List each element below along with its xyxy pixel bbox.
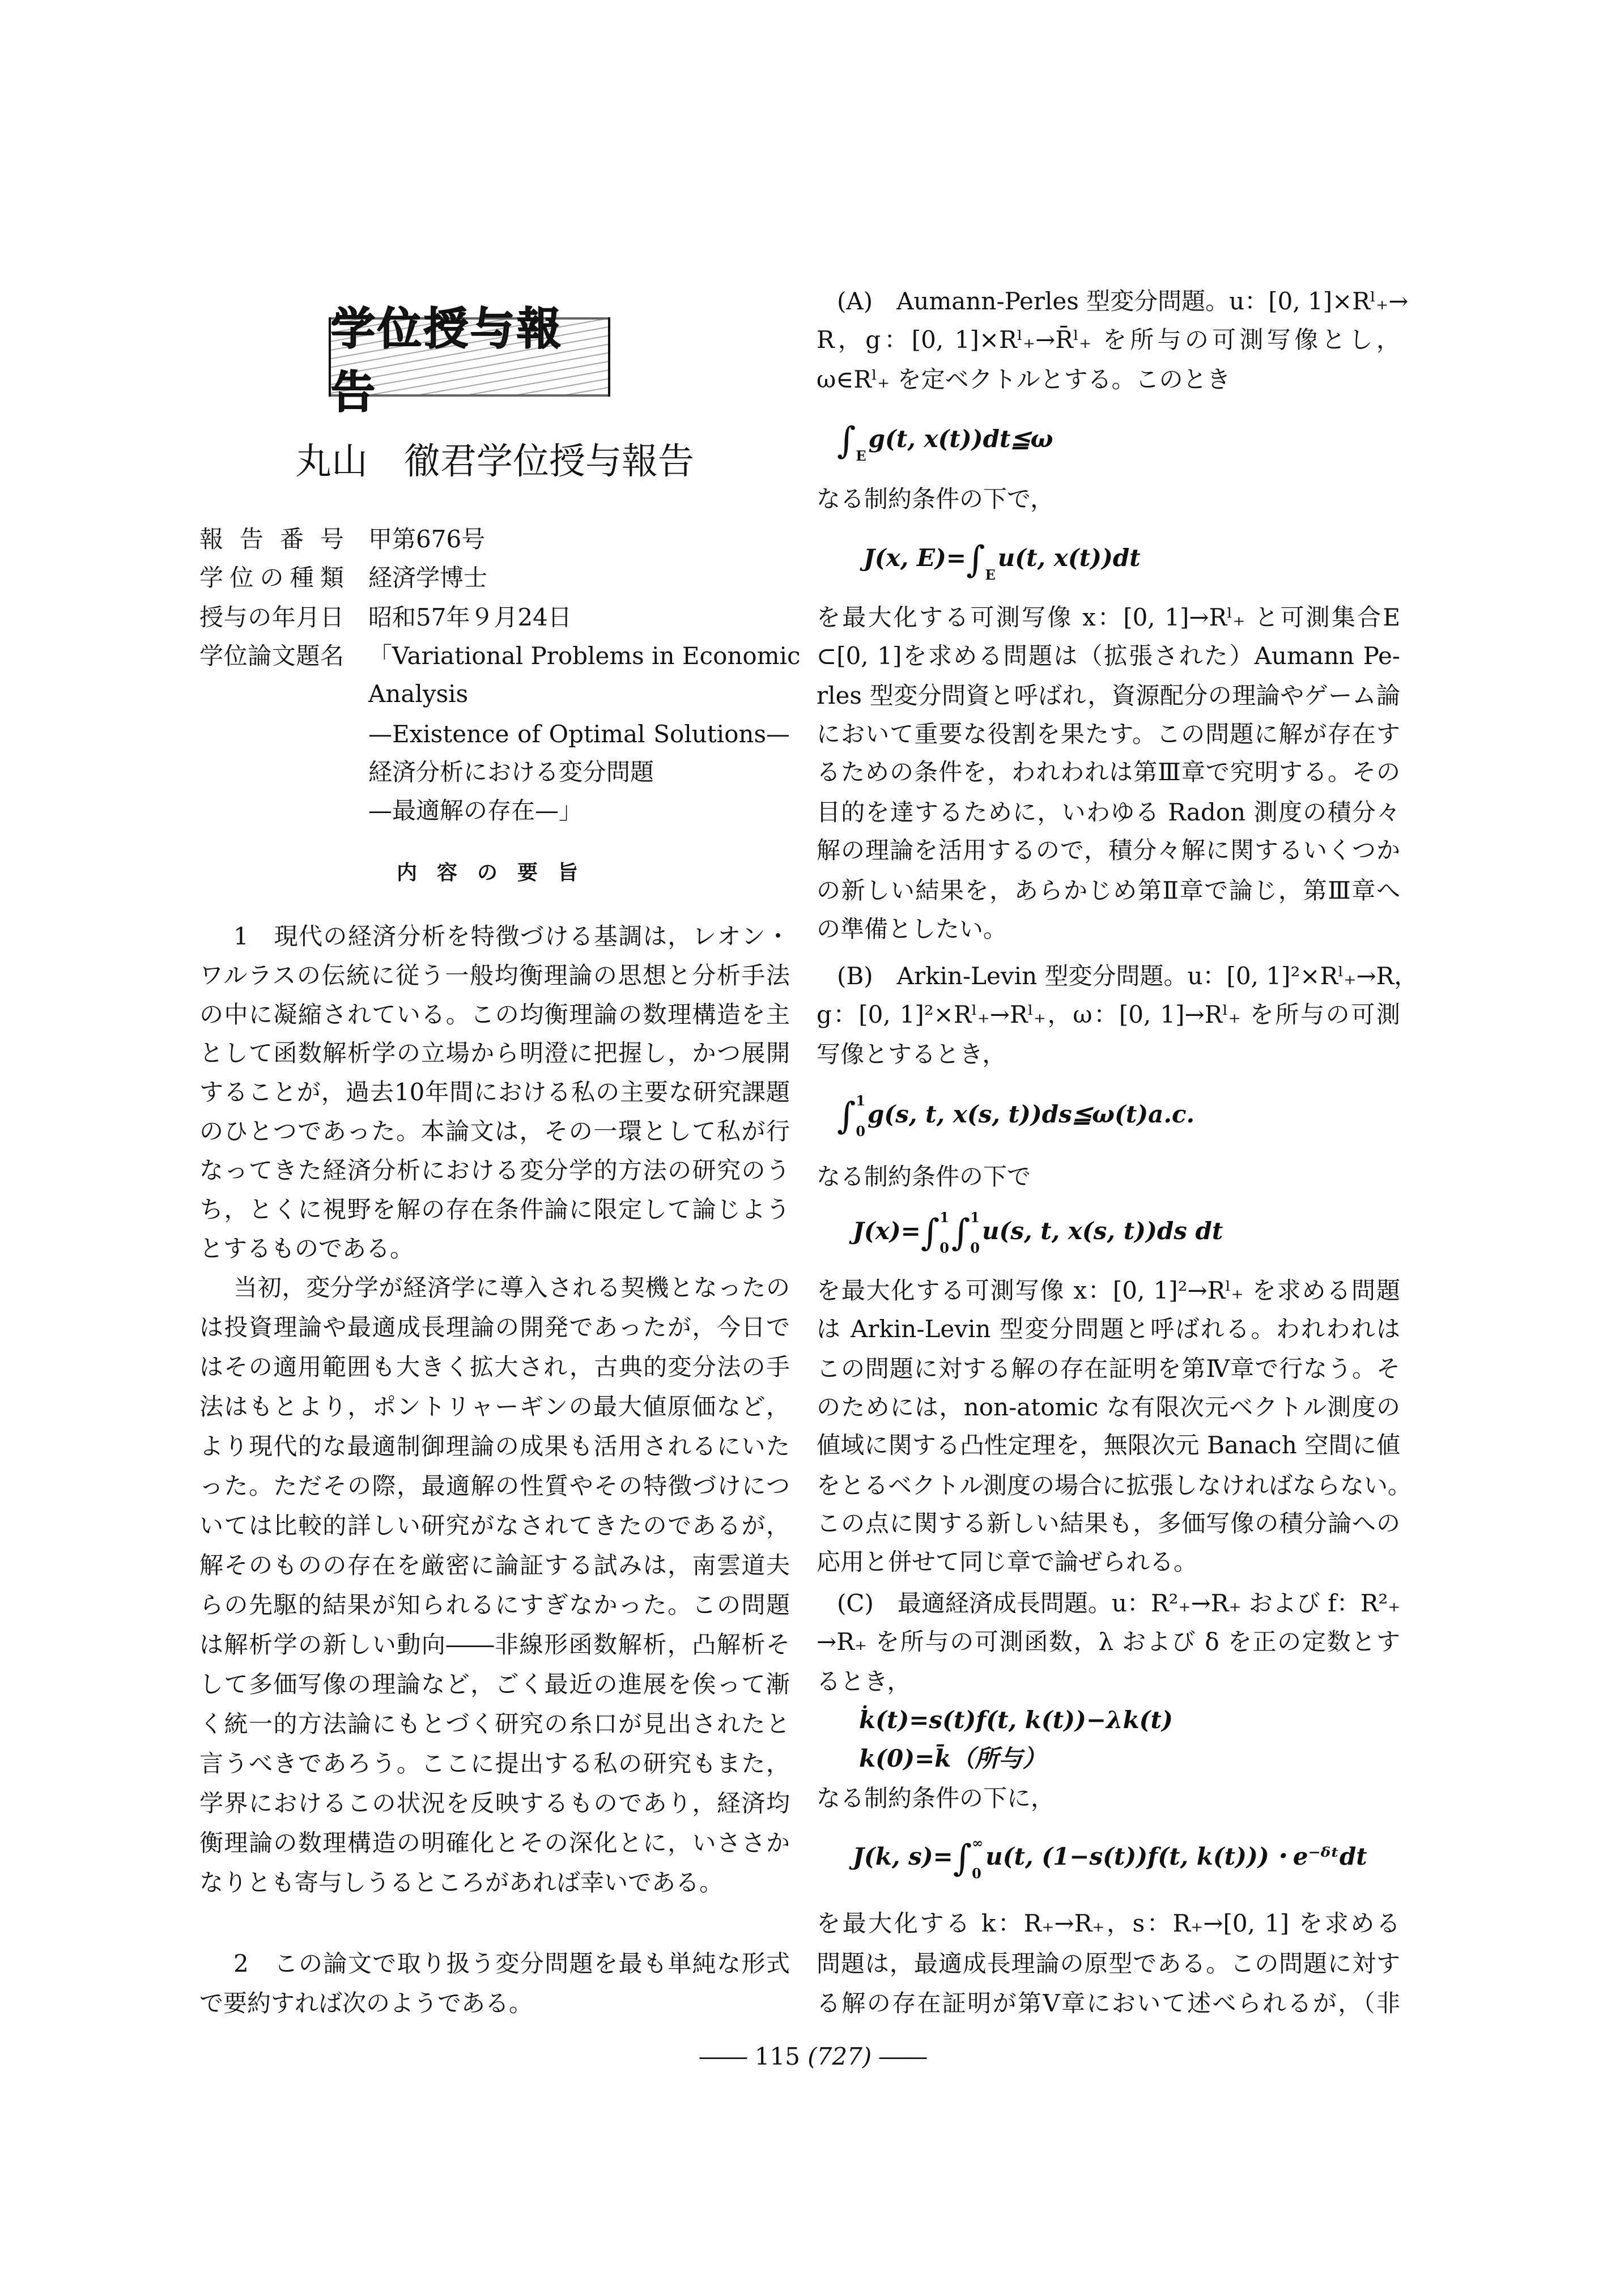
body-line: るとき， [817,1667,911,1695]
body-line: るための条件を，われわれは第Ⅲ章で究明する。その [817,758,1400,786]
lower-limit: 0 [972,1865,981,1882]
integral-sign: ∫ [837,420,856,462]
info-value-degree-type: 経済学博士 [368,564,488,592]
lower-limit: 0 [939,1240,949,1256]
body-line: 当初，変分学が経済学に導入される契機となったの [233,1274,790,1301]
summary-heading: 内容の要旨 [397,861,578,884]
formula-body: u(t, (1−s(t))f(t, k(t)))・e⁻ᵟᵗdt [985,1843,1367,1870]
page-number [652,2037,975,2076]
body-line: 応用と併せて同じ章で論ぜられる。 [817,1548,1198,1576]
info-label-award-date: 授与の年月日 [199,603,344,631]
body-line: は解析学の新しい動向――非線形函数解析，凸解析そ [199,1631,790,1658]
body-line: として函数解析学の立場から明澄に把握し，かつ展開 [199,1039,790,1067]
body-line: より現代的な最適制御理論の成果も活用されるにいた [199,1432,790,1460]
thesis-title-line: —Existence of Optimal Solutions— [368,720,790,748]
body-line: ω∈Rˡ₊ を定ベクトルとする。このとき [817,365,1231,393]
upper-limit: 1 [939,1209,949,1226]
thesis-title-line: 経済分析における変分問題 [368,758,654,786]
body-line: 言うべきであろう。ここに提出する私の研究もまた， [199,1750,790,1777]
upper-limit: 1 [970,1209,980,1226]
body-line: 問題は，最適成長理論の原型である。この問題に対す [817,1950,1400,1977]
thesis-title-line: —最適解の存在—」 [368,797,583,824]
body-line: らの先駆的結果が知られるにすぎなかった。この問題 [199,1591,790,1619]
body-line: なる制約条件の下で， [817,485,1055,513]
body-line: の中に凝縮されている。この均衡理論の数理構造を主 [199,1001,790,1028]
formula-body: u(s, t, x(s, t))ds dt [981,1217,1223,1245]
body-line: 1 現代の経済分析を特徴づける基調は，レオン・ [233,922,790,950]
lower-limit: 0 [970,1240,980,1256]
formula-body: g(t, x(t))dt≦ω [868,425,1053,453]
body-line: 解の理論を活用するので，積分々解に関するいくつか [817,836,1400,864]
body-line: (C) 最適経済成長問題。u：R²₊→R₊ および f：R²₊ [837,1589,1401,1617]
body-line: 2 この論文で取り扱う変分問題を最も単純な形式 [233,1950,790,1977]
body-line: →R₊ を所与の可測函数，λ および δ を正の定数とす [817,1628,1400,1656]
body-line: して多価写像の理論など，ごく最近の進展を俟って漸 [199,1670,790,1698]
formula-body: u(t, x(t))dt [997,544,1141,572]
body-line: で要約すれば次のようである。 [199,1989,533,2017]
integral-sign: ∫ [951,1212,971,1254]
page-title: 丸山 徹君学位授与報告 [295,441,694,483]
body-line: は投資理論や最適成長理論の開発であったが，今日で [199,1313,790,1341]
formula-b-constraint [837,1089,1194,1140]
lower-limit: E [985,567,996,583]
body-line: った。ただその際，最適解の性質やその特徴づけにつ [199,1472,790,1500]
banner-text: 学位授与報告 [331,293,608,420]
body-line: なってきた経済分析における変分学的方法の研究のう [199,1156,790,1184]
formula-c-objective [853,1831,1367,1882]
thesis-title-line: 「Variational Problems in Economic [368,642,801,670]
body-line: を最大化する可測写像 x：[0, 1]²→Rˡ₊ を求める問題 [817,1277,1400,1304]
integral-limits [856,1094,865,1138]
body-line: 学界におけるこの状況を反映するものであり，経済均 [199,1789,790,1817]
body-line: なりとも寄与しうるところがあれば幸いである。 [199,1869,724,1896]
body-line: 目的を達するために，いわゆる Radon 測度の積分々 [817,798,1400,826]
body-line: rles 型変分問資と呼ばれ，資源配分の理論やゲーム論 [817,682,1400,709]
integral-sign: ∫ [953,1837,972,1879]
body-line: g：[0, 1]²×Rˡ₊→Rˡ₊，ω：[0, 1]→Rˡ₊ を所与の可測 [817,1001,1400,1028]
body-line: は Arkin-Levin 型変分問題と呼ばれる。われわれは [817,1315,1400,1343]
body-line: (A) Aumann-Perles 型変分問題。u：[0, 1]×Rˡ₊→ [837,287,1409,315]
formula-c-initial: k(0)=k̄（所与） [859,1745,1047,1772]
footer-dash: ―― [699,2043,747,2070]
page-number-total: (727) [807,2043,872,2070]
thesis-title-line: Analysis [368,680,469,708]
upper-limit: 1 [856,1092,866,1109]
body-line: をとるベクトル測度の場合に拡張しなければならない。 [817,1471,1412,1499]
upper-limit: ∞ [972,1835,984,1851]
body-line: ち，とくに視野を解の存在条件論に限定して論じよう [199,1196,790,1223]
body-line: る解の存在証明が第Ⅴ章において述べられるが，（非 [817,1989,1400,2017]
integral-sign: ∫ [837,1095,856,1137]
body-line: この問題に対する解の存在証明を第Ⅳ章で行なう。そ [817,1355,1400,1382]
formula-lhs: J(x, E)= [864,544,967,572]
info-label-thesis-title: 学位論文題名 [199,642,344,670]
body-line: なる制約条件の下で [817,1163,1031,1190]
body-line: (B) Arkin-Levin 型変分問題。u：[0, 1]²×Rˡ₊→R， [837,962,1418,990]
body-line: ⊂[0, 1]を求める問題は（拡張された）Aumann Pe- [817,642,1400,670]
body-line: 値域に関する凸性定理を，無限次元 Banach 空間に値 [817,1431,1400,1459]
footer-dash: ―― [879,2043,927,2070]
body-line: 写像とするとき， [817,1040,1006,1068]
lower-limit: 0 [856,1123,866,1139]
lower-limit: E [856,448,866,464]
body-line: を最大化する k：R₊→R₊，s：R₊→[0, 1] を求める [817,1909,1400,1937]
body-line: 法はもとより，ポントリャーギンの最大値原価など， [199,1393,790,1420]
integral-sign: ∫ [920,1212,940,1254]
body-line: R，g：[0, 1]×Rˡ₊→R̄ˡ₊ を所与の可測写像とし， [817,326,1400,354]
body-line: を最大化する可測写像 x：[0, 1]→Rˡ₊ と可測集合E [817,603,1400,631]
integral-limits [939,1211,949,1255]
info-value-report-number: 甲第676号 [368,525,486,553]
body-line: のためには，non-atomic な有限次元ベクトル測度の [817,1393,1400,1421]
body-line: 衡理論の数理構造の明確化とその深化とに，いささか [199,1829,790,1857]
body-line: 解そのものの存在を厳密に論証する試みは，南雲道夫 [199,1551,790,1579]
formula-lhs: J(k, s)= [853,1843,953,1870]
integral-limits [985,538,995,582]
body-line: することが，過去10年間における私の主要な研究課題 [199,1078,790,1106]
body-line: ワルラスの伝統に従う一般均衡理論の思想と分析手法 [199,962,790,989]
formula-a-constraint [837,414,1053,465]
body-line: の新しい結果を，あらかじめ第Ⅱ章で論じ，第Ⅲ章へ [817,877,1400,904]
info-label-report-number: 報告番号 [199,525,344,553]
body-line: において重要な役割を果たす。この問題に解が存在す [817,720,1400,748]
body-line: く統一的方法論にもとづく研究の糸口が見出されたと [199,1710,790,1738]
body-line: の準備としたい。 [817,915,1007,943]
formula-c-dynamics: k̇(t)=s(t)f(t, k(t))−λk(t) [859,1706,1173,1734]
body-line: いては比較的詳しい研究がなされてきたのであるが， [199,1512,790,1539]
body-line: この点に関する新しい結果も，多価写像の積分論への [817,1509,1400,1537]
info-value-award-date: 昭和57年９月24日 [368,603,572,631]
formula-b-objective [853,1206,1223,1257]
formula-lhs: J(x)= [853,1217,921,1245]
integral-limits [970,1211,980,1255]
formula-a-objective [864,533,1141,584]
body-line: のひとつであった。本論文は，その一環として私が行 [199,1117,790,1145]
formula-body: g(s, t, x(s, t))ds≦ω(t)a.c. [868,1100,1195,1128]
integral-sign: ∫ [966,539,985,581]
section-banner [329,303,610,418]
integral-limits [856,419,866,463]
integral-limits [972,1836,983,1881]
body-line: なる制約条件の下に， [817,1784,1055,1812]
page-number-value: 115 [754,2043,800,2070]
info-label-degree-type: 学位の種類 [199,564,344,592]
body-line: はその適用範囲も大きく拡大され，古典的変分法の手 [199,1353,790,1381]
body-line: とするものである。 [199,1235,414,1262]
